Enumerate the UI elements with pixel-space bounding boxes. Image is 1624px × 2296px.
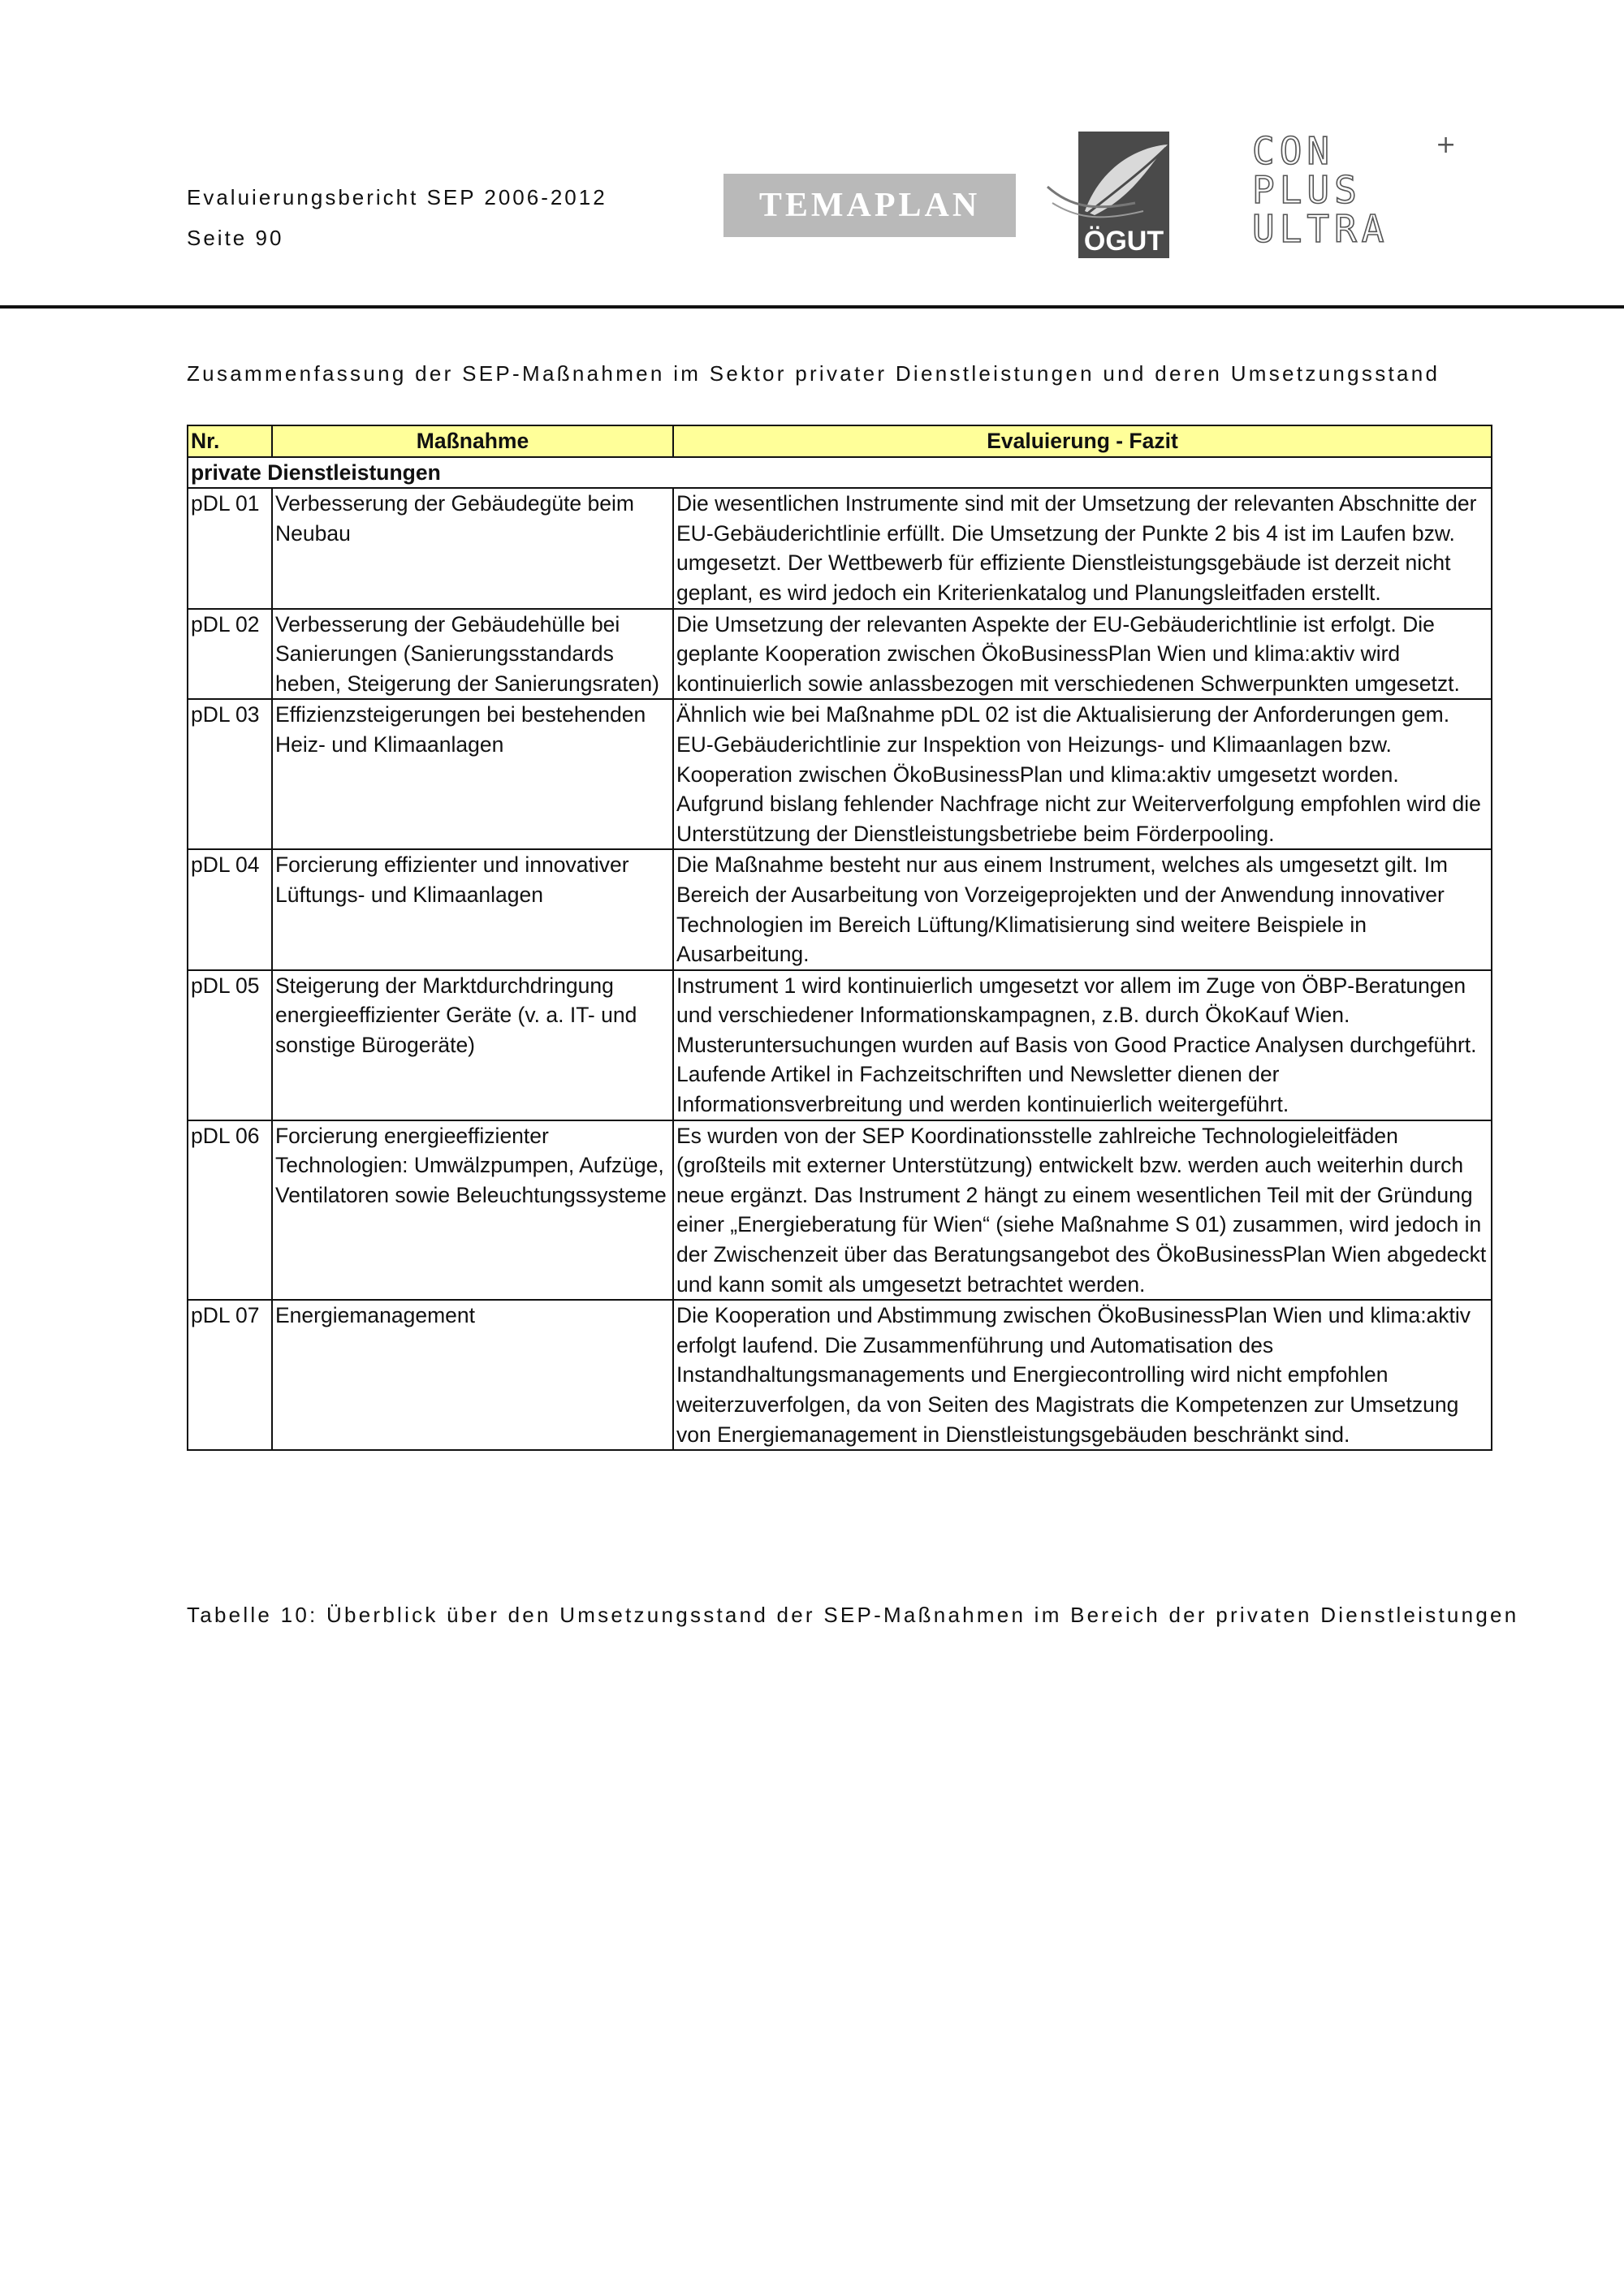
row-fazit: Die Maßnahme besteht nur aus einem Instrument, welches als umgesetzt gilt. Im Bereich der Ausarbeitung von Vorzeigeprojekten und der Anwendung innovativer Technologien im Bereich Lüftung/Klimatisierung sind weitere Beispiele in Ausarbeitung. [673,849,1492,969]
section-label: private Dienstleistungen [188,457,1492,489]
row-nr: pDL 05 [188,970,272,1120]
ogut-logo [1046,130,1176,260]
row-fazit: Die Umsetzung der relevanten Aspekte der EU-Gebäuderichtlinie ist erfolgt. Die geplante Kooperation zwischen ÖkoBusinessPlan Wien und klima:aktiv wird kontinuierlich sowie anlassbezogen mit verschiedenen Schwerpunkten umgesetzt. [673,609,1492,700]
row-massnahme: Forcierung effizienter und innovativer Lüftungs- und Klimaanlagen [272,849,673,969]
cpu-line-2: PLUS [1252,168,1362,212]
cpu-line-1: CON [1252,129,1335,173]
table-header-row [188,425,1492,457]
row-massnahme: Energiemanagement [272,1300,673,1450]
con-plus-ultra-logo [1250,128,1462,250]
table-row [188,970,1492,1120]
temaplan-logo: TEMAPLAN [723,174,1016,237]
table-caption: Tabelle 10: Überblick über den Umsetzungsstand der SEP-Maßnahmen im Bereich der privaten Dienstleistungen [187,1603,1519,1627]
table-intro-caption: Zusammenfassung der SEP-Maßnahmen im Sektor privater Dienstleistungen und deren Umsetzungsstand [187,361,1440,386]
table-row [188,488,1492,608]
ogut-logo-text: ÖGUT [1083,226,1164,257]
header-evaluierung: Evaluierung - Fazit [673,425,1492,457]
row-fazit: Instrument 1 wird kontinuierlich umgesetzt vor allem im Zuge von ÖBP-Beratungen und verschiedener Informationskampagnen, z.B. durch ÖkoKauf Wien. Musteruntersuchungen wurden auf Basis von Good Practice Analysen durchgeführt. Laufende Artikel in Fachzeitschriften und Newsletter dienen der Informationsverbreitung und werden kontinuierlich weitergeführt. [673,970,1492,1120]
report-title: Evaluierungsbericht SEP 2006-2012 [187,185,607,209]
row-nr: pDL 01 [188,488,272,608]
section-row [188,457,1492,489]
row-massnahme: Steigerung der Marktdurchdringung energieeffizienter Geräte (v. a. IT- und sonstige Bürogeräte) [272,970,673,1120]
row-nr: pDL 07 [188,1300,272,1450]
row-fazit: Die wesentlichen Instrumente sind mit der Umsetzung der relevanten Abschnitte der EU-Gebäuderichtlinie erfüllt. Die Umsetzung der Punkte 2 bis 4 ist im Laufen bzw. umgesetzt. Der Wettbewerb für effiziente Dienstleistungsgebäude ist derzeit nicht geplant, es wird jedoch ein Kriterienkatalog und Planungsleitfaden erstellt. [673,488,1492,608]
table-row [188,699,1492,849]
row-fazit: Ähnlich wie bei Maßnahme pDL 02 ist die Aktualisierung der Anforderungen gem. EU-Gebäuderichtlinie zur Inspektion von Heizungs- und Klimaanlagen bzw. Kooperation zwischen ÖkoBusinessPlan und klima:aktiv umgesetzt worden. Aufgrund bislang fehlender Nachfrage nicht zur Weiterverfolgung empfohlen wird die Unterstützung der Dienstleistungsbetriebe beim Förderpooling. [673,699,1492,849]
row-fazit: Die Kooperation und Abstimmung zwischen ÖkoBusinessPlan Wien und klima:aktiv erfolgt laufend. Die Zusammenführung und Automatisation des Instandhaltungsmanagements und Energiecontrolling wird nicht empfohlen weiterzuverfolgen, da von Seiten des Magistrats die Kompetenzen zur Umsetzung von Energiemanagement in Dienstleistungsgebäuden beschränkt sind. [673,1300,1492,1450]
table-row [188,1120,1492,1301]
header-massnahme: Maßnahme [272,425,673,457]
row-nr: pDL 06 [188,1120,272,1301]
table-row [188,849,1492,969]
row-nr: pDL 04 [188,849,272,969]
row-nr: pDL 02 [188,609,272,700]
cpu-line-3: ULTRA [1252,207,1389,250]
header-divider [0,305,1624,309]
row-massnahme: Verbesserung der Gebäudehülle bei Sanierungen (Sanierungsstandards heben, Steigerung der Sanierungsraten) [272,609,673,700]
measures-table [187,425,1492,1451]
row-massnahme: Effizienzsteigerungen bei bestehenden Heiz- und Klimaanlagen [272,699,673,849]
page-number: Seite 90 [187,226,284,250]
table-row [188,1300,1492,1450]
table-row [188,609,1492,700]
header-text [187,177,607,258]
row-massnahme: Verbesserung der Gebäudegüte beim Neubau [272,488,673,608]
row-nr: pDL 03 [188,699,272,849]
row-fazit: Es wurden von der SEP Koordinationsstelle zahlreiche Technologieleitfäden (großteils mit externer Unterstützung) entwickelt bzw. werden auch weiterhin durch neue ergänzt. Das Instrument 2 hängt zu einem wesentlichen Teil mit der Gründung einer „Energieberatung für Wien“ (siehe Maßnahme S 01) zusammen, wird jedoch in der Zwischenzeit über das Beratungsangebot des ÖkoBusinessPlan Wien abgedeckt und kann somit als umgesetzt betrachtet werden. [673,1120,1492,1301]
row-massnahme: Forcierung energieeffizienter Technologien: Umwälzpumpen, Aufzüge, Ventilatoren sowie Beleuchtungssysteme [272,1120,673,1301]
plus-icon: + [1436,131,1457,159]
header-nr: Nr. [188,425,272,457]
